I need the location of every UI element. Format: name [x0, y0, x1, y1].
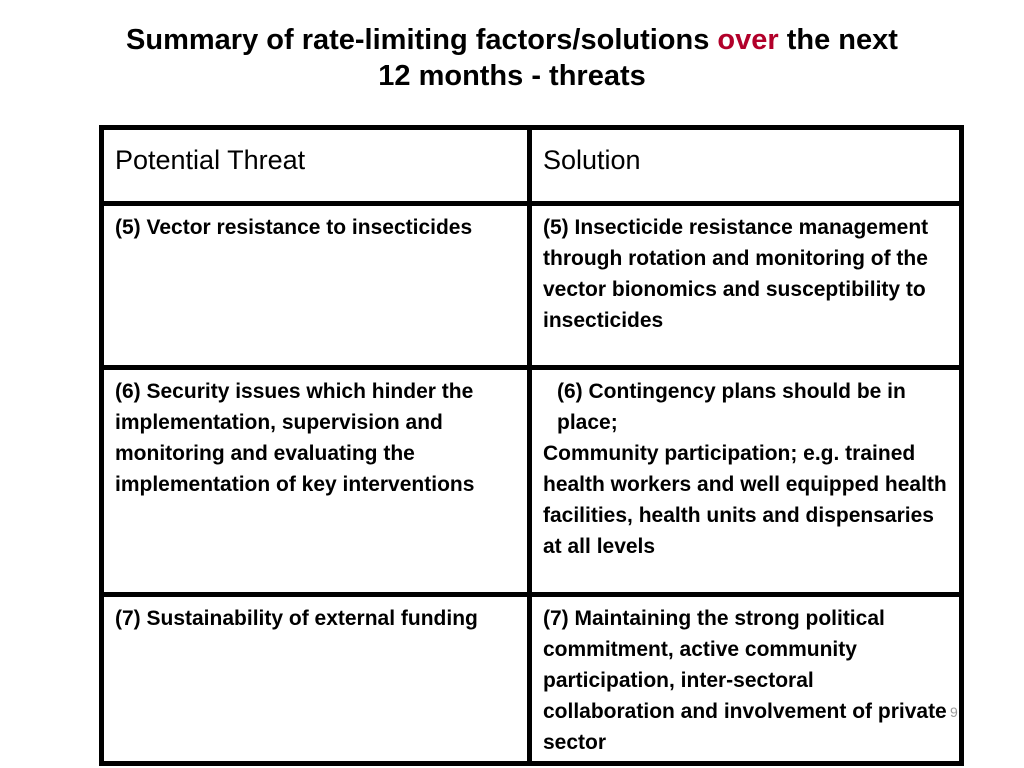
solution-cell — [530, 368, 962, 595]
title-text-part-1: Summary of rate-limiting factors/solutions — [126, 24, 718, 56]
page-number: 9 — [950, 704, 958, 720]
threat-cell: (5) Vector resistance to insecticides — [102, 204, 530, 368]
table-header-row — [102, 128, 962, 204]
threat-cell: (7) Sustainability of external funding — [102, 595, 530, 764]
threat-cell: (6) Security issues which hinder the implementation, supervision and monitoring and evaluating the implementation of key interventions — [102, 368, 530, 595]
table-row — [102, 368, 962, 595]
threats-solutions-table — [99, 125, 964, 766]
slide-title-line-1 — [0, 22, 1024, 58]
solution-line: (6) Contingency plans should be in place; — [557, 380, 906, 434]
slide-title-line-2: 12 months - threats — [378, 60, 646, 92]
header-solution: Solution — [530, 128, 962, 204]
table-row — [102, 204, 962, 368]
table-row — [102, 595, 962, 764]
solution-cell: (5) Insecticide resistance management through rotation and monitoring of the vector bionomics and susceptibility to insecticides — [530, 204, 962, 368]
slide-title — [0, 22, 1024, 94]
header-potential-threat: Potential Threat — [102, 128, 530, 204]
title-text-part-2: the next — [778, 24, 898, 56]
solution-line: Community participation; e.g. trained health workers and well equipped health facilities, health units and dispensaries at all levels — [543, 442, 947, 558]
solution-cell: (7) Maintaining the strong political commitment, active community participation, inter-sectoral collaboration and involvement of private sector — [530, 595, 962, 764]
title-accent-word: over — [717, 24, 779, 56]
